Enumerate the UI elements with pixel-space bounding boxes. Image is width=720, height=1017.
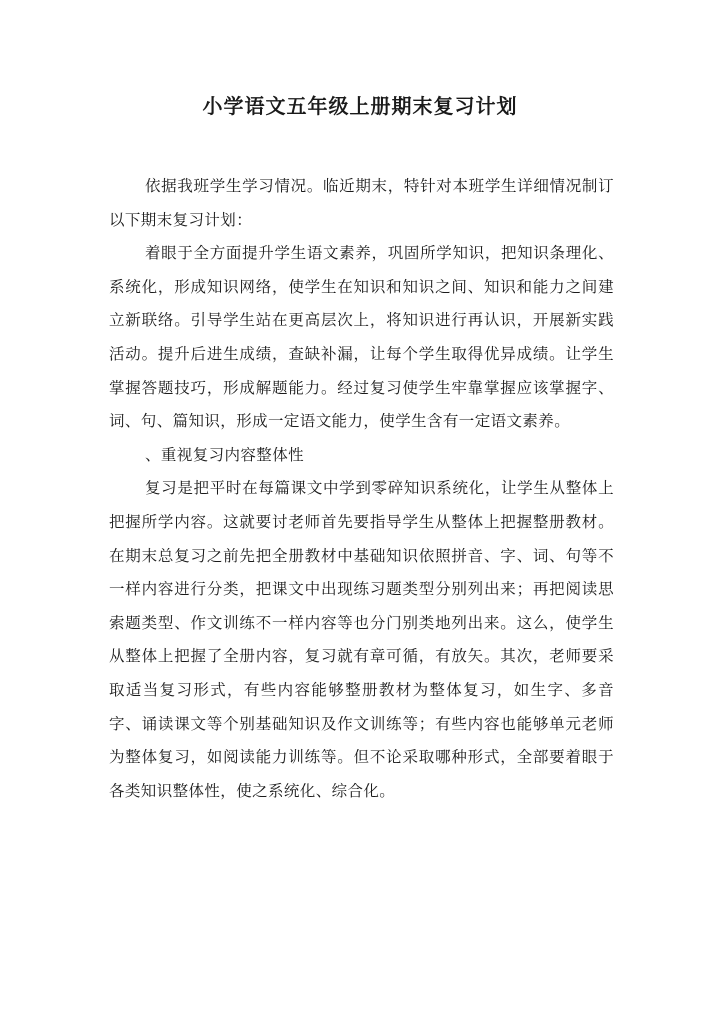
goals-paragraph: 着眼于全方面提升学生语文素养，巩固所学知识，把知识条理化、系统化，形成知识网络，使学生在知识和知识之间、知识和能力之间建立新联络。引导学生站在更高层次上，将知识进行再认识，开展新实践活动。提升后进生成绩，查缺补漏，让每个学生取得优异成绩。让学生掌握答题技巧，形成解题能力。经过复习使学生牢靠掌握应该掌握字、词、句、篇知识，形成一定语文能力，使学生含有一定语文素养。 [109, 244, 614, 431]
section-paragraph: 复习是把平时在每篇课文中学到零碎知识系统化，让学生从整体上把握所学内容。这就要讨老师首先要指导学生从整体上把握整册教材。在期末总复习之前先把全册教材中基础知识依照拼音、字、词、句等不一样内容进行分类，把课文中出现练习题类型分别列出来；再把阅读思索题类型、作文训练不一样内容等也分门别类地列出来。这么，使学生从整体上把握了全册内容，复习就有章可循，有放矢。其次，老师要采取适当复习形式，有些内容能够整册教材为整体复习，如生字、多音字、诵读课文等个别基础知识及作文训练等；有些内容也能够单元老师为整体复习，如阅读能力训练等。但不论采取哪种形式，全部要着眼于各类知识整体性，使之系统化、综合化。 [109, 479, 614, 800]
document-title: 小学语文五年级上册期末复习计划 [202, 94, 518, 118]
document-body [109, 170, 614, 808]
intro-paragraph: 依据我班学生学习情况。临近期末，特针对本班学生详细情况制订以下期末复习计划： [109, 177, 614, 229]
section-heading: 、重视复习内容整体性 [145, 445, 305, 464]
